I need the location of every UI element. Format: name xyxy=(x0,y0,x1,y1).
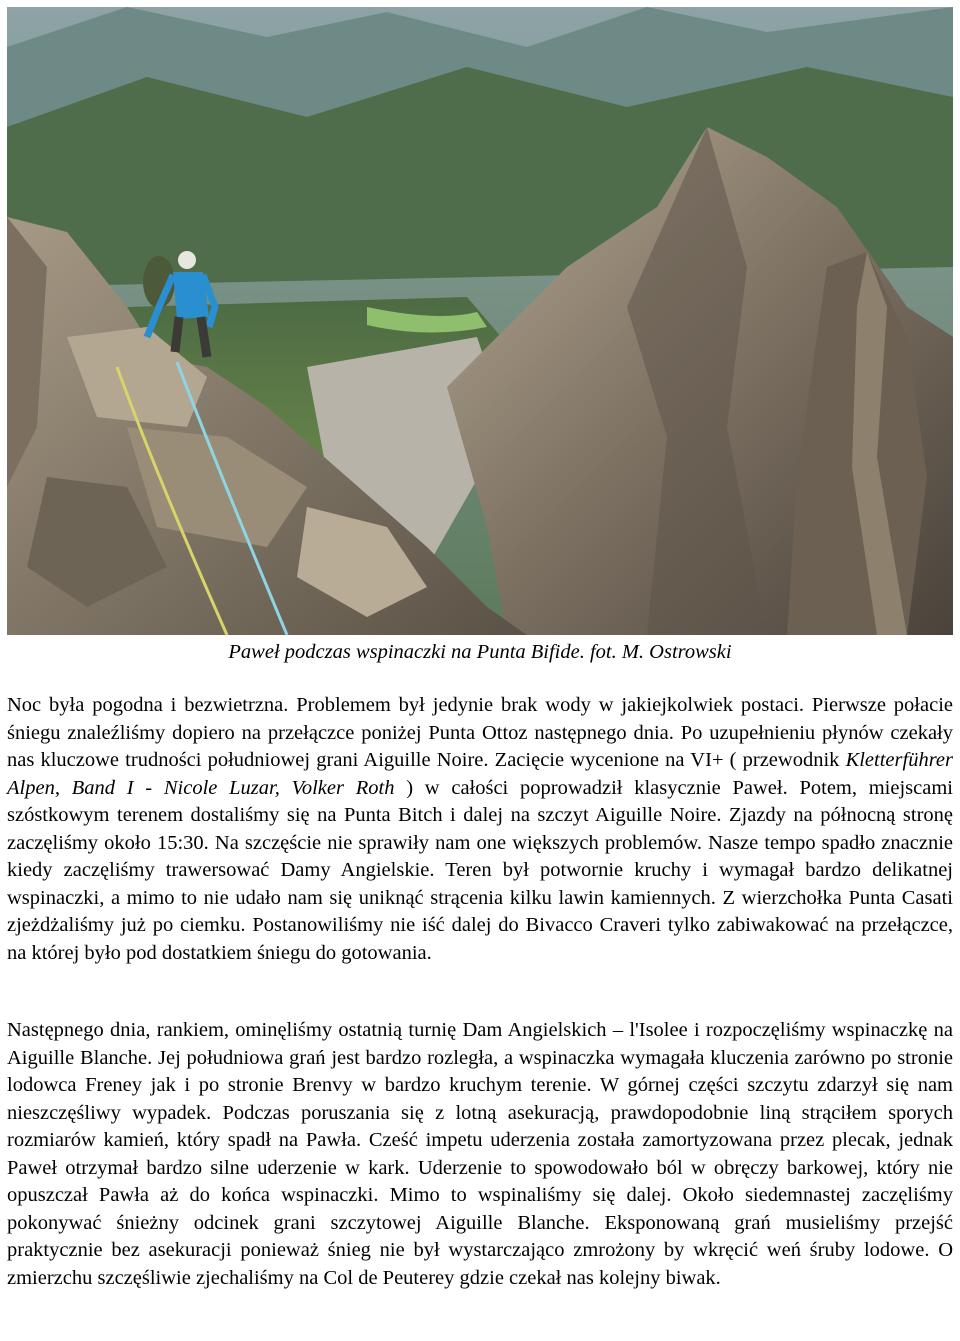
photo-caption: Paweł podczas wspinaczki na Punta Bifide. fot. M. Ostrowski xyxy=(228,641,732,663)
paragraph-1-text-end: ) w całości poprowadził klasycznie Paweł. Potem, miejscami szóstkowym terenem dostaliśmy się na Punta Bitch i dalej na szczyt Aiguille Noire. Zjazdy na północną stronę zaczęliśmy około 15:30. Na szczęście nie sprawiły nam one większych problemów. Nasze tempo spadło znacznie kiedy zaczęliśmy trawersować Damy Angielskie. Teren był potwornie kruchy i wymagał bardzo delikatnej wspinaczki, a mimo to nie udało nam się uniknąć strącenia kilku lawin kamiennych. Z wierzchołka Punta Casati zjeżdżaliśmy już po ciemku. Postanowiliśmy nie iść dalej do Bivacco Craveri tylko zabiwakować na przełączce, na której było pod dostatkiem śniegu do gotowania. xyxy=(7,776,953,964)
article-paragraph-2 xyxy=(7,1017,953,1292)
article-paragraph-1 xyxy=(7,692,953,967)
paragraph-2-text: Następnego dnia, rankiem, ominęliśmy ostatnią turnię Dam Angielskich – l'Isolee i rozpoczęliśmy wspinaczkę na Aiguille Blanche. Jej południowa grań jest bardzo rozległa, a wspinaczka wymagała kluczenia zarówno po stronie lodowca Freney jak i po stronie Brenvy w bardzo kruchym terenie. W górnej części szczytu zdarzył się nam nieszczęśliwy wypadek. Podczas poruszania się z lotną asekuracją, prawdopodobnie liną strąciłem sporych rozmiarów kamień, który spadł na Pawła. Cześć impetu uderzenia została zamortyzowana przez plecak, jednak Paweł otrzymał bardzo silne uderzenie w kark. Uderzenie to spowodowało ból w obręczy barkowej, który nie opuszczał Pawła aż do końca wspinaczki. Mimo to wspinaliśmy się dalej. Około siedemnastej zaczęliśmy pokonywać śnieżny odcinek grani szczytowej Aiguille Blanche. Eksponowaną grań musieliśmy przejść praktycznie bez asekuracji ponieważ śnieg nie był wystarczająco zmrożony by wkręcić weń śruby lodowe. O zmierzchu szczęśliwie zjechaliśmy na Col de Peuterey gdzie czekał nas kolejny biwak. xyxy=(7,1019,953,1289)
guidebook-title: Kletterführer Alpen, Band I - Nicole Luzar, Volker Roth xyxy=(7,749,953,799)
climbing-photo xyxy=(7,7,953,635)
paragraph-1-text-start: Noc była pogodna i bezwietrzna. Problemem był jedynie brak wody w jakiejkolwiek postaci. Pierwsze połacie śniegu znaleźliśmy dopiero na przełączce poniżej Punta Ottoz następnego dnia. Po uzupełnieniu płynów czekały nas kluczowe trudności południowej grani Aiguille Noire. Zacięcie wycenione na VI+ ( przewodnik xyxy=(7,694,953,771)
mountain-landscape-image xyxy=(7,7,953,635)
